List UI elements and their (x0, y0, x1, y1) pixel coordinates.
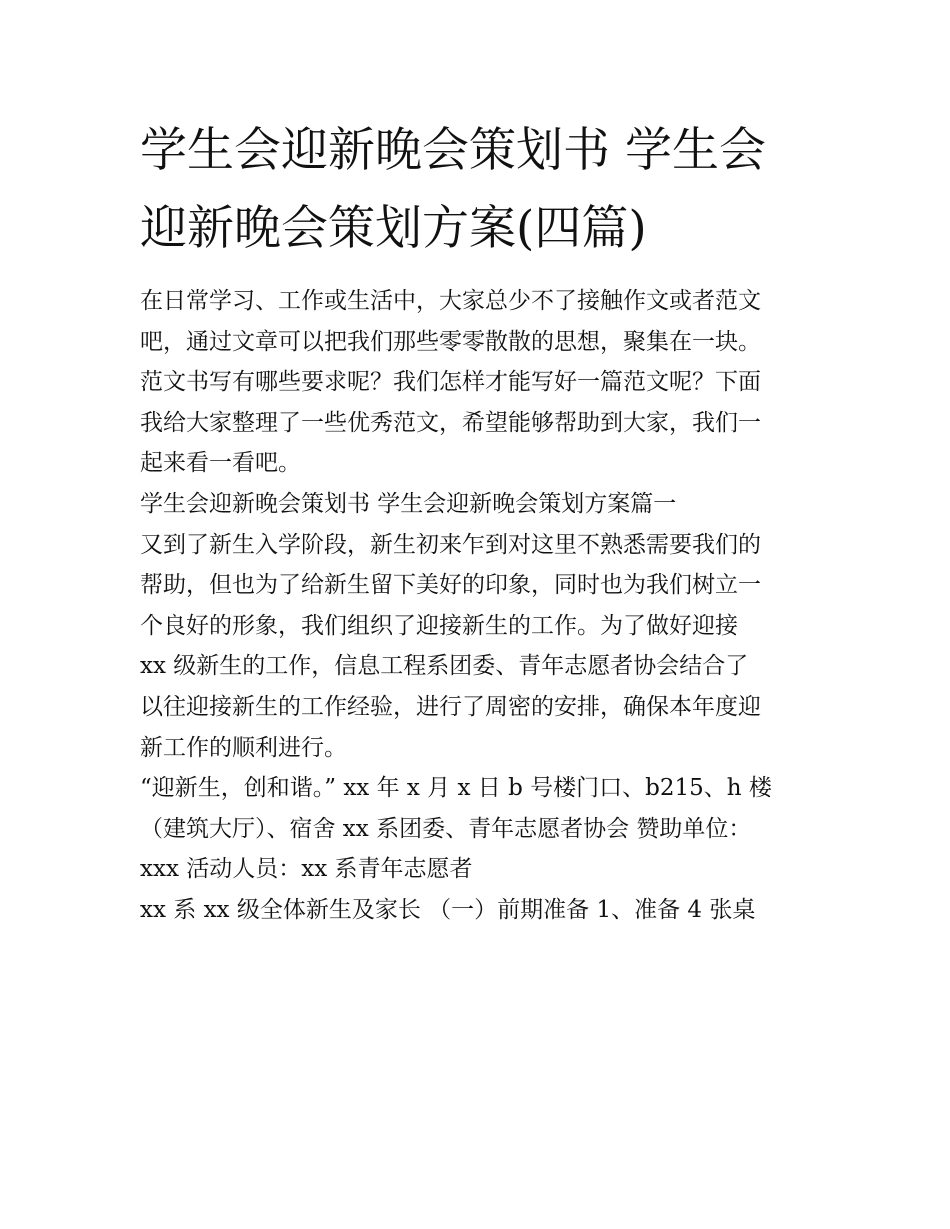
body-line: 在日常学习、工作或生活中，大家总少不了接触作文或者范文 (140, 288, 761, 314)
title-line: 迎新晚会策划方案(四篇) (140, 201, 647, 256)
title-line: 学生会迎新晚会策划书 学生会 (140, 123, 766, 178)
body-line: 我给大家整理了一些优秀范文，希望能够帮助到大家，我们一 (140, 409, 761, 436)
body-line: 个良好的形象，我们组织了迎接新生的工作。为了做好迎接 (140, 612, 738, 639)
body-line: 帮助，但也为了给新生留下美好的印象，同时也为我们树立一 (140, 572, 761, 599)
section-heading: 学生会迎新晚会策划书 学生会迎新晚会策划方案篇一 (140, 490, 677, 517)
body-line: xx 级新生的工作，信息工程系团委、青年志愿者协会结合了 (140, 653, 749, 680)
body-line: xxx 活动人员：xx 系青年志愿者 (140, 856, 473, 883)
body-line: 以往迎接新生的工作经验，进行了周密的安排，确保本年度迎 (140, 693, 761, 720)
body-line: （建筑大厅）、宿舍 xx 系团委、青年志愿者协会 赞助单位： (140, 815, 752, 842)
body-line: 又到了新生入学阶段，新生初来乍到对这里不熟悉需要我们的 (140, 531, 761, 558)
body-line: 范文书写有哪些要求呢？我们怎样才能写好一篇范文呢？下面 (140, 369, 761, 396)
body-line: “迎新生，创和谐。” xx 年 x 月 x 日 b 号楼门口、b215、h 楼 (140, 775, 772, 802)
document-body (140, 281, 830, 931)
body-line: 吧，通过文章可以把我们那些零零散散的思想，聚集在一块。 (140, 328, 761, 355)
body-line: xx 系 xx 级全体新生及家长 （一）前期准备 1、准备 4 张桌 (140, 896, 756, 923)
body-line: 新工作的顺利进行。 (140, 734, 347, 761)
body-line: 起来看一看吧。 (140, 450, 301, 477)
document-title (140, 112, 830, 268)
